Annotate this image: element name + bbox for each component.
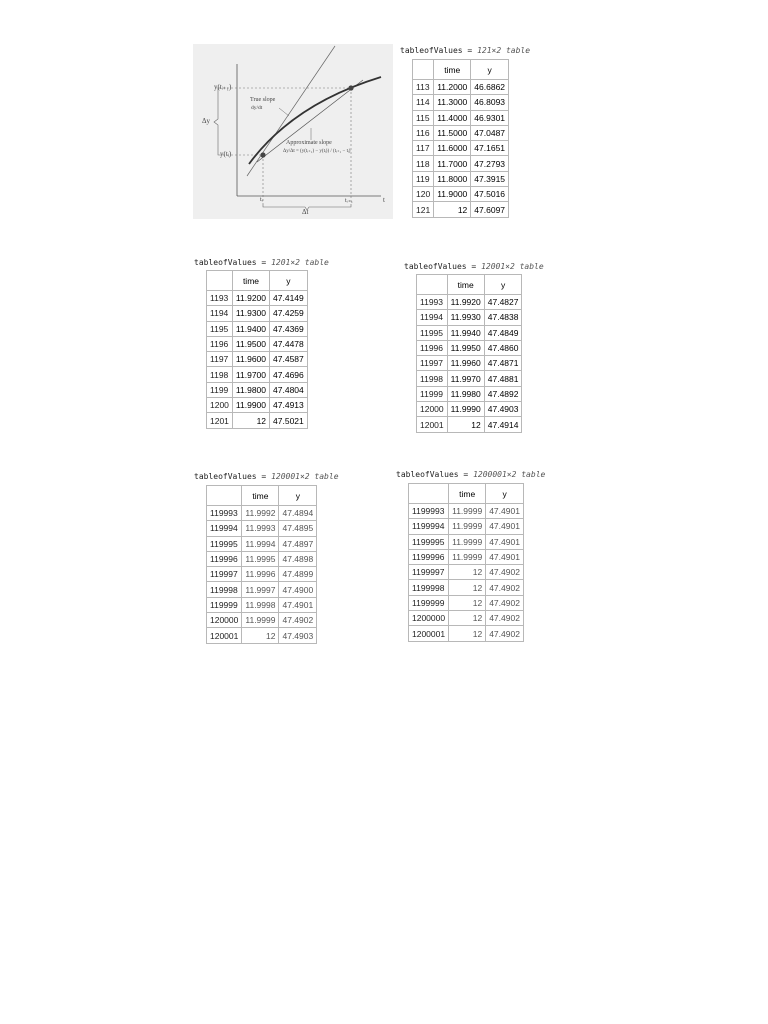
time-cell[interactable]: 12 bbox=[449, 580, 486, 595]
column-header-time[interactable]: time bbox=[434, 60, 471, 80]
table-caption-dims: 121×2 table bbox=[477, 46, 531, 55]
y-cell[interactable]: 47.4902 bbox=[486, 580, 524, 595]
time-cell[interactable]: 12 bbox=[449, 611, 486, 626]
table-row[interactable] bbox=[409, 565, 524, 580]
y-cell[interactable]: 47.4881 bbox=[484, 371, 522, 386]
column-header-time[interactable]: time bbox=[232, 271, 269, 291]
table-header-row bbox=[417, 275, 522, 295]
table-caption-prefix: tableofValues = bbox=[194, 472, 267, 481]
time-cell[interactable]: 11.9999 bbox=[449, 519, 486, 534]
table-caption-dims: 120001×2 table bbox=[271, 472, 339, 481]
time-cell[interactable]: 11.9800 bbox=[232, 382, 269, 397]
row-index-cell[interactable]: 120000 bbox=[207, 613, 242, 628]
row-index-header[interactable] bbox=[413, 60, 434, 80]
table-row[interactable] bbox=[409, 580, 524, 595]
table-row[interactable] bbox=[207, 382, 308, 397]
y-cell[interactable]: 47.4899 bbox=[279, 567, 317, 582]
table-row[interactable] bbox=[413, 80, 509, 95]
y-cell[interactable]: 47.4902 bbox=[486, 595, 524, 610]
row-index-cell[interactable]: 11999 bbox=[417, 386, 448, 401]
values-table bbox=[206, 485, 317, 644]
row-index-cell[interactable]: 12001 bbox=[417, 417, 448, 432]
y-cell[interactable]: 47.4892 bbox=[484, 386, 522, 401]
time-cell[interactable]: 11.9993 bbox=[242, 521, 279, 536]
y-cell[interactable]: 47.4900 bbox=[279, 582, 317, 597]
row-index-cell[interactable]: 1199994 bbox=[409, 519, 449, 534]
table-row[interactable] bbox=[409, 626, 524, 641]
time-cell[interactable]: 11.9994 bbox=[242, 536, 279, 551]
table-caption bbox=[400, 46, 530, 55]
column-header-y[interactable]: y bbox=[484, 275, 522, 295]
time-cell[interactable]: 11.2000 bbox=[434, 80, 471, 95]
time-cell[interactable]: 11.9940 bbox=[447, 325, 484, 340]
table-row[interactable] bbox=[207, 336, 308, 351]
table-caption-dims: 1200001×2 table bbox=[473, 470, 546, 479]
row-index-cell[interactable]: 116 bbox=[413, 125, 434, 140]
time-cell[interactable]: 12 bbox=[449, 565, 486, 580]
values-table bbox=[408, 483, 524, 642]
table-row[interactable] bbox=[409, 504, 524, 519]
row-index-cell[interactable]: 120001 bbox=[207, 628, 242, 643]
table-row[interactable] bbox=[413, 156, 509, 171]
table-caption-prefix: tableofValues = bbox=[400, 46, 473, 55]
y-cell[interactable]: 47.2793 bbox=[471, 156, 509, 171]
table-row[interactable] bbox=[413, 187, 509, 202]
time-cell[interactable]: 11.3000 bbox=[434, 95, 471, 110]
y-cell[interactable]: 47.4849 bbox=[484, 325, 522, 340]
row-index-cell[interactable]: 119993 bbox=[207, 506, 242, 521]
table-caption-dims: 12001×2 table bbox=[481, 262, 544, 271]
row-index-header[interactable] bbox=[409, 484, 449, 504]
row-index-cell[interactable]: 1199999 bbox=[409, 595, 449, 610]
y-cell[interactable]: 47.4913 bbox=[270, 398, 308, 413]
row-index-cell[interactable]: 1199997 bbox=[409, 565, 449, 580]
point-t-next bbox=[348, 85, 353, 90]
y-cell[interactable]: 47.4838 bbox=[484, 310, 522, 325]
y-cell[interactable]: 47.4898 bbox=[279, 551, 317, 566]
table-row[interactable] bbox=[207, 628, 317, 643]
table-row[interactable] bbox=[417, 310, 522, 325]
y-cell[interactable]: 47.4901 bbox=[486, 519, 524, 534]
table-caption bbox=[194, 472, 339, 481]
table-row[interactable] bbox=[417, 325, 522, 340]
y-cell[interactable]: 46.8093 bbox=[471, 95, 509, 110]
y-cell[interactable]: 47.4903 bbox=[279, 628, 317, 643]
row-index-cell[interactable]: 12000 bbox=[417, 402, 448, 417]
time-cell[interactable]: 11.9997 bbox=[242, 582, 279, 597]
time-cell[interactable]: 11.9999 bbox=[242, 613, 279, 628]
tangent-line bbox=[247, 46, 335, 176]
table-row[interactable] bbox=[207, 613, 317, 628]
time-cell[interactable]: 11.9990 bbox=[447, 402, 484, 417]
y-cell[interactable]: 47.4895 bbox=[279, 521, 317, 536]
approx-slope-label: Approximate slope bbox=[286, 140, 332, 146]
y-cell[interactable]: 47.5016 bbox=[471, 187, 509, 202]
time-cell[interactable]: 11.9970 bbox=[447, 371, 484, 386]
row-index-cell[interactable]: 113 bbox=[413, 80, 434, 95]
column-header-time[interactable]: time bbox=[447, 275, 484, 295]
t-next-label: tᵢ₊₁ bbox=[345, 198, 353, 204]
time-cell[interactable]: 11.7000 bbox=[434, 156, 471, 171]
y-cell[interactable]: 47.4901 bbox=[486, 504, 524, 519]
row-index-cell[interactable]: 1199996 bbox=[409, 549, 449, 564]
row-index-cell[interactable]: 1196 bbox=[207, 336, 233, 351]
row-index-cell[interactable]: 1194 bbox=[207, 306, 233, 321]
y-cell[interactable]: 47.4914 bbox=[484, 417, 522, 432]
y-cell[interactable]: 47.4369 bbox=[270, 321, 308, 336]
row-index-header[interactable] bbox=[417, 275, 448, 295]
y-cell[interactable]: 47.4860 bbox=[484, 340, 522, 355]
true-slope-formula: dy/dt bbox=[251, 105, 263, 111]
column-header-y[interactable]: y bbox=[279, 486, 317, 506]
table-header-row bbox=[409, 484, 524, 504]
time-cell[interactable]: 11.9995 bbox=[242, 551, 279, 566]
table-row[interactable] bbox=[417, 417, 522, 432]
time-cell[interactable]: 11.9992 bbox=[242, 506, 279, 521]
y-cell[interactable]: 46.9301 bbox=[471, 110, 509, 125]
values-table bbox=[206, 270, 308, 429]
y-next-label: y(tᵢ₊₁) bbox=[214, 83, 232, 91]
time-cell[interactable]: 12 bbox=[449, 626, 486, 641]
row-index-cell[interactable]: 1199998 bbox=[409, 580, 449, 595]
table-row[interactable] bbox=[207, 582, 317, 597]
table-row[interactable] bbox=[207, 413, 308, 428]
row-index-cell[interactable]: 118 bbox=[413, 156, 434, 171]
y-cell[interactable]: 47.5021 bbox=[270, 413, 308, 428]
table-row[interactable] bbox=[207, 536, 317, 551]
y-cell[interactable]: 47.3915 bbox=[471, 171, 509, 186]
row-index-cell[interactable]: 119999 bbox=[207, 597, 242, 612]
time-cell[interactable]: 11.9930 bbox=[447, 310, 484, 325]
values-table bbox=[416, 274, 522, 433]
table-row[interactable] bbox=[409, 595, 524, 610]
row-index-cell[interactable]: 11996 bbox=[417, 340, 448, 355]
time-cell[interactable]: 12 bbox=[449, 595, 486, 610]
y-cell[interactable]: 47.4901 bbox=[279, 597, 317, 612]
row-index-cell[interactable]: 115 bbox=[413, 110, 434, 125]
time-cell[interactable]: 11.9999 bbox=[449, 534, 486, 549]
y-i-label: y(tᵢ) bbox=[220, 150, 232, 158]
true-slope-pointer bbox=[279, 108, 289, 116]
y-cell[interactable]: 47.4902 bbox=[486, 626, 524, 641]
y-cell[interactable]: 47.4804 bbox=[270, 382, 308, 397]
table-row[interactable] bbox=[409, 534, 524, 549]
row-index-cell[interactable]: 119996 bbox=[207, 551, 242, 566]
time-cell[interactable]: 11.9996 bbox=[242, 567, 279, 582]
table-row[interactable] bbox=[409, 549, 524, 564]
slope-diagram-graphic bbox=[193, 44, 393, 219]
time-cell[interactable]: 11.9500 bbox=[232, 336, 269, 351]
time-cell[interactable]: 11.9920 bbox=[447, 295, 484, 310]
time-cell[interactable]: 11.5000 bbox=[434, 125, 471, 140]
time-cell[interactable]: 12 bbox=[232, 413, 269, 428]
row-index-cell[interactable]: 117 bbox=[413, 141, 434, 156]
table-row[interactable] bbox=[417, 402, 522, 417]
time-cell[interactable]: 11.9960 bbox=[447, 356, 484, 371]
y-cell[interactable]: 47.4901 bbox=[486, 534, 524, 549]
row-index-cell[interactable]: 1198 bbox=[207, 367, 233, 382]
row-index-cell[interactable]: 11998 bbox=[417, 371, 448, 386]
y-cell[interactable]: 47.4894 bbox=[279, 506, 317, 521]
table-row[interactable] bbox=[207, 352, 308, 367]
row-index-cell[interactable]: 11994 bbox=[417, 310, 448, 325]
y-cell[interactable]: 47.4901 bbox=[486, 549, 524, 564]
y-cell[interactable]: 47.0487 bbox=[471, 125, 509, 140]
y-cell[interactable]: 47.6097 bbox=[471, 202, 509, 217]
time-cell[interactable]: 11.9700 bbox=[232, 367, 269, 382]
time-cell[interactable]: 11.9900 bbox=[232, 398, 269, 413]
row-index-cell[interactable]: 119998 bbox=[207, 582, 242, 597]
table-row[interactable] bbox=[417, 371, 522, 386]
row-index-cell[interactable]: 1200000 bbox=[409, 611, 449, 626]
table-caption bbox=[396, 470, 545, 479]
row-index-cell[interactable]: 1199 bbox=[207, 382, 233, 397]
time-cell[interactable]: 11.9999 bbox=[449, 549, 486, 564]
time-cell[interactable]: 11.9300 bbox=[232, 306, 269, 321]
time-cell[interactable]: 11.8000 bbox=[434, 171, 471, 186]
table-row[interactable] bbox=[413, 110, 509, 125]
row-index-cell[interactable]: 1197 bbox=[207, 352, 233, 367]
table-row[interactable] bbox=[417, 295, 522, 310]
y-cell[interactable]: 47.4897 bbox=[279, 536, 317, 551]
y-cell[interactable]: 47.4871 bbox=[484, 356, 522, 371]
table-row[interactable] bbox=[207, 321, 308, 336]
time-cell[interactable]: 12 bbox=[242, 628, 279, 643]
y-cell[interactable]: 47.1651 bbox=[471, 141, 509, 156]
y-cell[interactable]: 47.4149 bbox=[270, 291, 308, 306]
column-header-time[interactable]: time bbox=[242, 486, 279, 506]
table-row[interactable] bbox=[413, 95, 509, 110]
table-row[interactable] bbox=[207, 521, 317, 536]
table-row[interactable] bbox=[207, 291, 308, 306]
row-index-cell[interactable]: 121 bbox=[413, 202, 434, 217]
table-row[interactable] bbox=[413, 202, 509, 217]
row-index-header[interactable] bbox=[207, 486, 242, 506]
column-header-y[interactable]: y bbox=[270, 271, 308, 291]
row-index-cell[interactable]: 119997 bbox=[207, 567, 242, 582]
table-row[interactable] bbox=[413, 141, 509, 156]
row-index-cell[interactable]: 1200 bbox=[207, 398, 233, 413]
row-index-cell[interactable]: 1199993 bbox=[409, 504, 449, 519]
column-header-y[interactable]: y bbox=[471, 60, 509, 80]
row-index-cell[interactable]: 11997 bbox=[417, 356, 448, 371]
row-index-cell[interactable]: 120 bbox=[413, 187, 434, 202]
delta-t-label: Δt bbox=[302, 208, 309, 216]
y-cell[interactable]: 47.4696 bbox=[270, 367, 308, 382]
time-cell[interactable]: 11.9950 bbox=[447, 340, 484, 355]
row-index-cell[interactable]: 1201 bbox=[207, 413, 233, 428]
table-row[interactable] bbox=[207, 398, 308, 413]
table-row[interactable] bbox=[207, 597, 317, 612]
row-index-cell[interactable]: 11995 bbox=[417, 325, 448, 340]
table-row[interactable] bbox=[207, 506, 317, 521]
slope-diagram bbox=[193, 44, 393, 219]
t-i-label: tᵢ bbox=[260, 197, 263, 203]
y-cell[interactable]: 47.4259 bbox=[270, 306, 308, 321]
table-row[interactable] bbox=[409, 519, 524, 534]
y-cell[interactable]: 46.6862 bbox=[471, 80, 509, 95]
y-cell[interactable]: 47.4902 bbox=[486, 565, 524, 580]
table-header-row bbox=[413, 60, 509, 80]
time-cell[interactable]: 11.9999 bbox=[449, 504, 486, 519]
time-cell[interactable]: 11.9980 bbox=[447, 386, 484, 401]
y-cell[interactable]: 47.4478 bbox=[270, 336, 308, 351]
table-caption bbox=[404, 262, 544, 271]
table-row[interactable] bbox=[409, 611, 524, 626]
y-cell[interactable]: 47.4902 bbox=[279, 613, 317, 628]
row-index-cell[interactable]: 1199995 bbox=[409, 534, 449, 549]
time-cell[interactable]: 11.9000 bbox=[434, 187, 471, 202]
time-cell[interactable]: 12 bbox=[447, 417, 484, 432]
delta-y-brace bbox=[214, 88, 221, 155]
time-cell[interactable]: 11.9200 bbox=[232, 291, 269, 306]
row-index-cell[interactable]: 119994 bbox=[207, 521, 242, 536]
table-row[interactable] bbox=[207, 306, 308, 321]
values-table bbox=[412, 59, 509, 218]
row-index-cell[interactable]: 1195 bbox=[207, 321, 233, 336]
row-index-cell[interactable]: 11993 bbox=[417, 295, 448, 310]
time-cell[interactable]: 11.6000 bbox=[434, 141, 471, 156]
y-cell[interactable]: 47.4827 bbox=[484, 295, 522, 310]
true-slope-label: True slope bbox=[250, 97, 276, 103]
row-index-header[interactable] bbox=[207, 271, 233, 291]
row-index-cell[interactable]: 1200001 bbox=[409, 626, 449, 641]
delta-y-label: Δy bbox=[202, 117, 211, 125]
table-header-row bbox=[207, 486, 317, 506]
table-header-row bbox=[207, 271, 308, 291]
table-row[interactable] bbox=[413, 125, 509, 140]
time-cell[interactable]: 11.9998 bbox=[242, 597, 279, 612]
row-index-cell[interactable]: 1193 bbox=[207, 291, 233, 306]
time-cell[interactable]: 11.9600 bbox=[232, 352, 269, 367]
table-row[interactable] bbox=[413, 171, 509, 186]
row-index-cell[interactable]: 114 bbox=[413, 95, 434, 110]
time-cell[interactable]: 12 bbox=[434, 202, 471, 217]
column-header-time[interactable]: time bbox=[449, 484, 486, 504]
y-cell[interactable]: 47.4902 bbox=[486, 611, 524, 626]
table-row[interactable] bbox=[417, 340, 522, 355]
t-axis-label: t bbox=[383, 196, 385, 204]
table-row[interactable] bbox=[417, 386, 522, 401]
approx-slope-formula: Δy/Δt = (y(tᵢ₊₁) − y(tᵢ)) / (tᵢ₊₁ − tᵢ) bbox=[283, 149, 351, 154]
time-cell[interactable]: 11.9400 bbox=[232, 321, 269, 336]
table-row[interactable] bbox=[207, 367, 308, 382]
y-cell[interactable]: 47.4587 bbox=[270, 352, 308, 367]
table-caption-prefix: tableofValues = bbox=[404, 262, 477, 271]
table-caption-prefix: tableofValues = bbox=[396, 470, 469, 479]
y-cell[interactable]: 47.4903 bbox=[484, 402, 522, 417]
table-caption-dims: 1201×2 table bbox=[271, 258, 329, 267]
table-row[interactable] bbox=[207, 551, 317, 566]
point-t-i bbox=[260, 152, 265, 157]
row-index-cell[interactable]: 119 bbox=[413, 171, 434, 186]
row-index-cell[interactable]: 119995 bbox=[207, 536, 242, 551]
column-header-y[interactable]: y bbox=[486, 484, 524, 504]
time-cell[interactable]: 11.4000 bbox=[434, 110, 471, 125]
table-row[interactable] bbox=[417, 356, 522, 371]
table-caption-prefix: tableofValues = bbox=[194, 258, 267, 267]
table-row[interactable] bbox=[207, 567, 317, 582]
table-caption bbox=[194, 258, 329, 267]
